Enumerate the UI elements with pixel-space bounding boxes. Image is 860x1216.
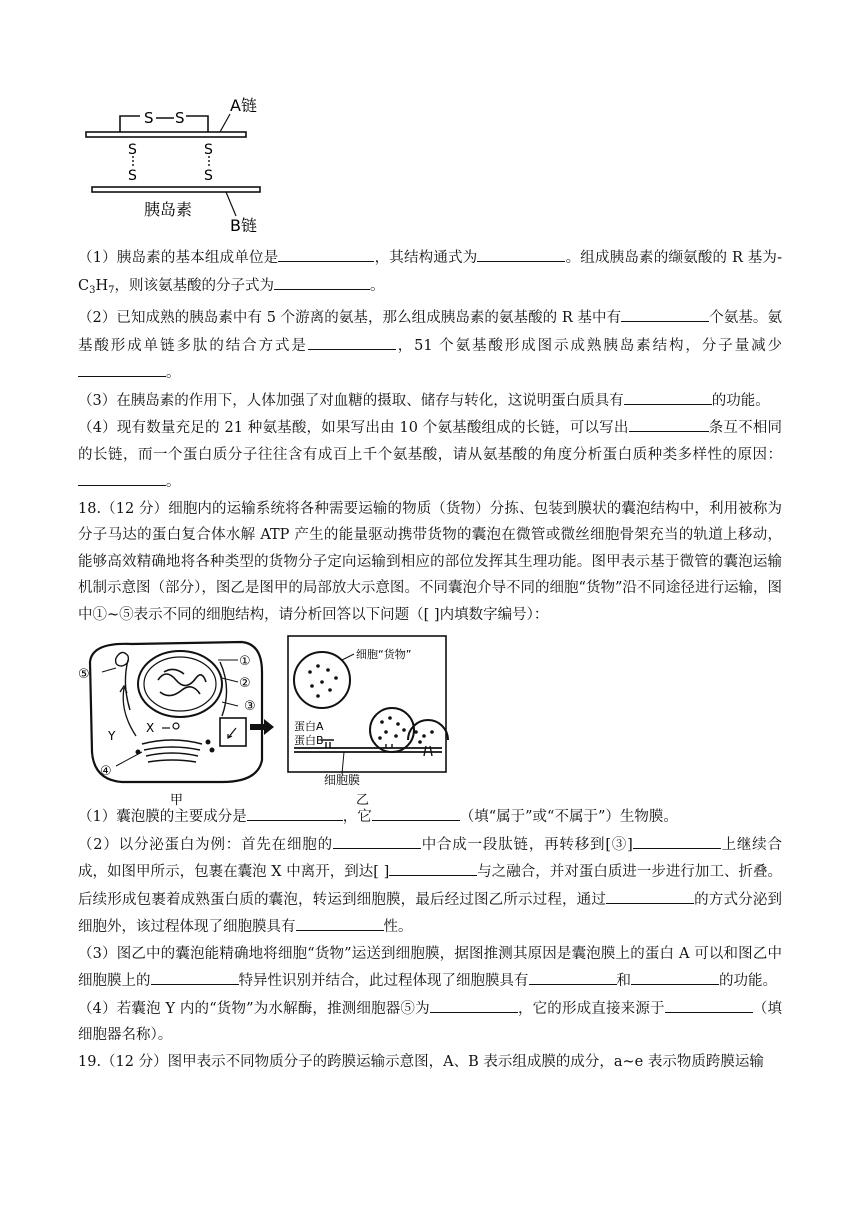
q17-part-2	[78, 304, 782, 387]
q18-part-3	[78, 941, 782, 995]
q17-part-4	[78, 414, 782, 496]
q18-p1-text: （1）囊泡膜的主要成分是	[78, 809, 247, 825]
s-atom: S	[128, 168, 137, 184]
q17-p2-text: （2）已知成熟的胰岛素中有 5 个游离的氨基，那么组成胰岛素的氨基酸的 R 基中有	[78, 310, 622, 326]
q18-p4-text: （4）若囊泡 Y 内的“货物”为水解酶，推测细胞器⑤为	[78, 1000, 430, 1017]
membrane-label: 细胞膜	[324, 773, 361, 787]
answer-blank[interactable]	[308, 332, 396, 350]
q17-part-3	[78, 387, 782, 415]
cargo-label: 细胞“货物”	[356, 648, 412, 661]
b-chain-bar	[92, 187, 260, 192]
q17-p2-text: 个氨基。氨基酸形成单链多肽的结合方式是	[78, 310, 782, 354]
answer-blank[interactable]	[274, 272, 370, 290]
q18-part-2	[78, 831, 782, 941]
q17-p3-text: 的功能。	[711, 392, 770, 409]
answer-blank[interactable]	[529, 967, 617, 985]
answer-blank[interactable]	[296, 913, 384, 931]
answer-blank[interactable]	[430, 995, 518, 1013]
q18-p2-text: 与之融合，并对蛋白质进一步进行加工、折叠。后续形成包裹着成熟蛋白质的囊泡，转运到细胞膜，最后经过图乙所示过程，通过	[78, 864, 782, 908]
protein-b-label: 蛋白B	[294, 734, 324, 747]
answer-blank[interactable]	[372, 803, 460, 821]
answer-blank[interactable]	[629, 414, 709, 432]
membrane-diagram-yi	[288, 636, 448, 808]
label-5: ⑤	[78, 667, 90, 682]
s-atom: S	[144, 109, 154, 127]
answer-blank[interactable]	[78, 468, 166, 486]
vesicle-transport-figure	[72, 632, 452, 808]
label-x: X	[146, 721, 155, 735]
q18-p2-text: 中合成一段肽链，再转移到[③]	[420, 836, 633, 853]
answer-blank[interactable]	[606, 886, 694, 904]
s-atom: S	[204, 142, 213, 158]
answer-blank[interactable]	[624, 387, 712, 405]
answer-blank[interactable]	[247, 803, 343, 821]
label-2: ②	[239, 676, 251, 691]
q17-p2-text: 。	[166, 365, 181, 381]
subscript: 7	[108, 284, 115, 296]
q18-p1-text: （填“属于”或“不属于”）生物膜。	[459, 809, 678, 825]
q18-p2-text: 性。	[383, 919, 413, 935]
q18-p4-text: ，它的形成直接来源于	[517, 1000, 665, 1017]
q18-p2-text: （2）以分泌蛋白为例：首先在细胞的	[78, 836, 333, 853]
protein-a-label: 蛋白A	[294, 720, 324, 733]
q18-p3-text: 和	[616, 973, 631, 989]
q17-p1-text: 。组成胰岛素的缬氨酸的 R 基为	[565, 250, 778, 266]
answer-blank[interactable]	[151, 967, 239, 985]
label-1: ①	[239, 654, 251, 669]
q18-p3-text: 特异性识别并结合，此过程体现了细胞膜具有	[238, 973, 529, 989]
q18-p2-text: 上继续合成，如图甲所示，包裹在囊泡 X 中离开，到达[ ]	[78, 836, 782, 880]
label-4: ④	[100, 764, 112, 779]
q18-p4-text: （填细胞器名称）。	[78, 1000, 783, 1043]
answer-blank[interactable]	[477, 244, 565, 262]
question-18-intro: 18.（12 分）细胞内的运输系统将各种需要运输的物质（货物）分拣、包装到膜状的囊泡结构中，利用被称为分子马达的蛋白复合体水解 ATP 产生的能量驱动携带货物的囊泡在微管或微丝细胞骨架充当的轨道上移动，能够高效精确地将各种类型的货物分子定向运输到相应的部位发挥其生理功能。图甲表示基于微管的囊泡运输机制示意图（部分），图乙是图甲的局部放大示意图。不同囊泡介导不同的细胞“货物”沿不同途径进行运输，图中①~⑤表示不同的细胞结构，请分析回答以下问题（[ ]内填数字编号）：	[78, 500, 782, 623]
insulin-label: 胰岛素	[144, 200, 193, 219]
q18-p3-text: （3）图乙中的囊泡能精确地将细胞“货物”运送到细胞膜，据图推测其原因是囊泡膜上的蛋白 A 可以和图乙中细胞膜上的	[78, 945, 782, 989]
answer-blank[interactable]	[389, 858, 477, 876]
q17-p4-text: 条互不相同的长链，而一个蛋白质分子往往含有成百上千个氨基酸，请从氨基酸的角度分析蛋白质种类多样性的原因：	[78, 420, 783, 463]
question-17-body	[78, 244, 782, 628]
q18-part-1	[78, 803, 782, 831]
q17-p1-text: H	[95, 277, 109, 294]
q18-p2-text: 的方式分泌到细胞外，该过程体现了细胞膜具有	[78, 891, 782, 935]
answer-blank[interactable]	[633, 831, 721, 849]
a-chain-label: A链	[230, 96, 257, 115]
answer-blank[interactable]	[333, 831, 421, 849]
subscript: 3	[89, 284, 96, 296]
s-atom: S	[128, 142, 137, 158]
q18-part-4	[78, 995, 782, 1049]
q18-p1-text: ，它	[342, 809, 372, 825]
label-3: ③	[244, 699, 256, 714]
answer-blank[interactable]	[621, 304, 709, 322]
question-18-body	[78, 803, 782, 1075]
q17-part-1	[78, 244, 782, 304]
insulin-structure-figure	[80, 88, 280, 238]
answer-blank[interactable]	[631, 967, 719, 985]
a-chain-bar	[86, 132, 246, 137]
caption-yi: 乙	[356, 793, 370, 808]
q17-p2-text: ，51 个氨基酸形成图示成熟胰岛素结构，分子量减少	[395, 337, 782, 354]
q17-p1-text: ，则该氨基酸的分子式为	[114, 277, 275, 294]
q17-p1-text: -C	[78, 250, 783, 294]
caption-jia: 甲	[170, 793, 184, 808]
s-atom: S	[175, 109, 185, 127]
q17-p1-text: 。	[370, 277, 385, 294]
q17-p1-text: （1）胰岛素的基本组成单位是	[78, 250, 279, 266]
q18-p3-text: 的功能。	[719, 973, 777, 989]
q17-p4-text: （4）现有数量充足的 21 种氨基酸，如果写出由 10 个氨基酸组成的长链，可以写出	[78, 420, 629, 436]
answer-blank[interactable]	[665, 995, 753, 1013]
q17-p3-text: （3）在胰岛素的作用下，人体加强了对血糖的摄取、储存与转化，这说明蛋白质具有	[78, 392, 624, 409]
q17-p1-text: ，其结构通式为	[374, 250, 478, 266]
cell-diagram-jia	[78, 642, 274, 808]
b-chain-label: B链	[230, 216, 257, 235]
answer-blank[interactable]	[278, 244, 374, 262]
question-19-intro: 19.（12 分）图甲表示不同物质分子的跨膜运输示意图，A、B 表示组成膜的成分，a~e 表示物质跨膜运输	[78, 1053, 764, 1070]
answer-blank[interactable]	[78, 359, 166, 377]
q17-p4-text: 。	[166, 474, 181, 490]
s-atom: S	[204, 168, 213, 184]
label-y: Y	[108, 729, 116, 743]
